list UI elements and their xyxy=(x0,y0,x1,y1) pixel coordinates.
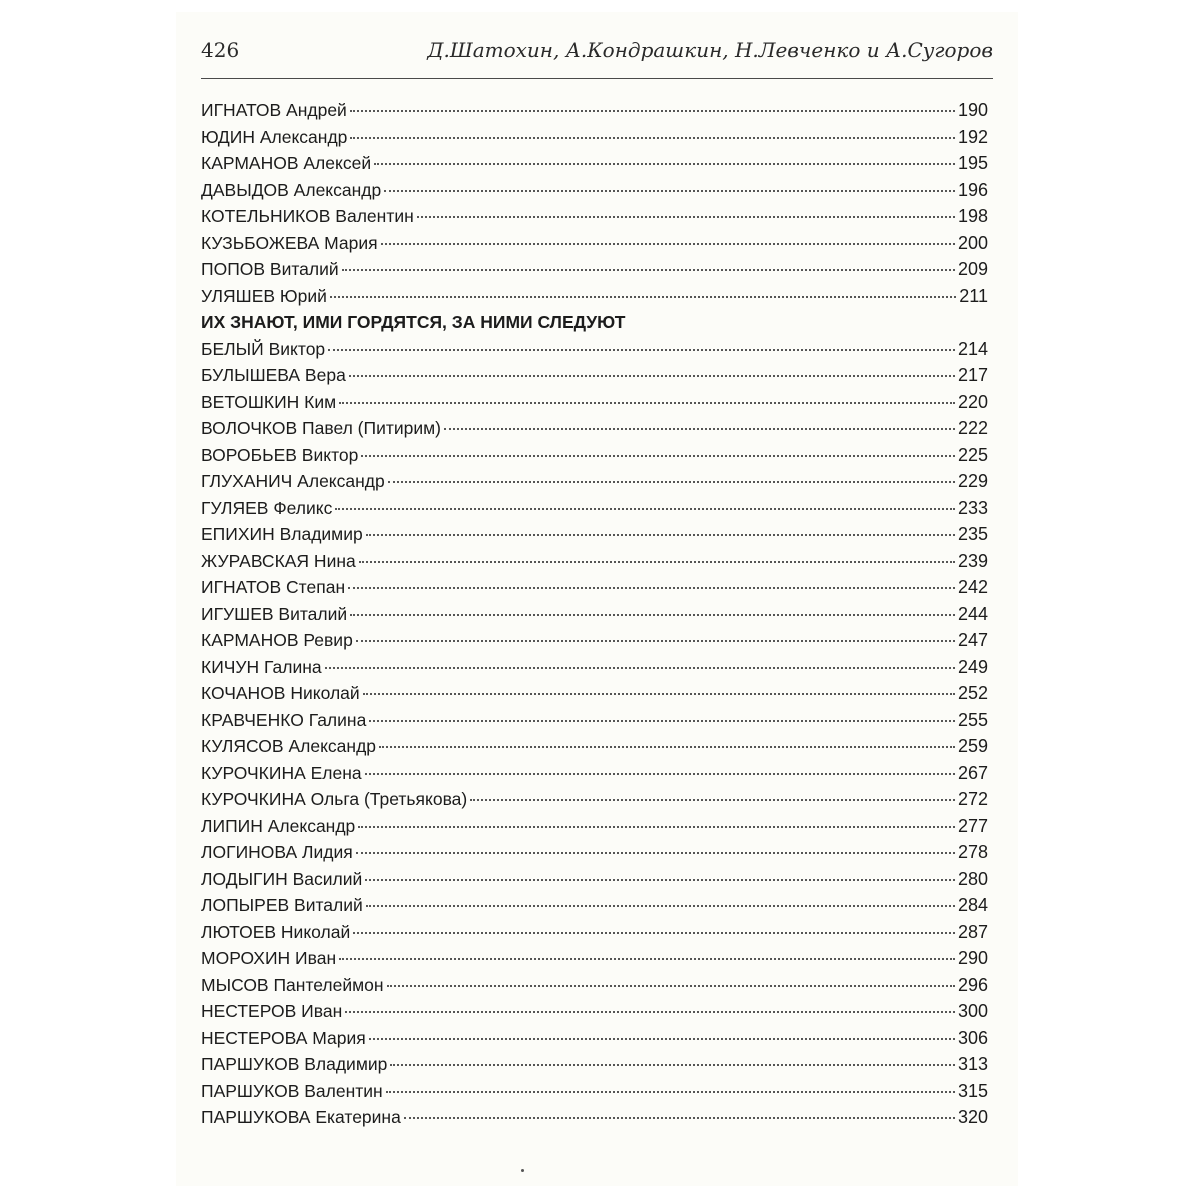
dot-leader xyxy=(390,1064,955,1066)
toc-entry xyxy=(201,283,988,310)
dot-leader xyxy=(365,879,955,881)
dot-leader xyxy=(330,296,956,298)
dot-leader xyxy=(369,720,955,722)
toc-entry xyxy=(201,733,988,760)
entry-name: КУРОЧКИНА Ольга (Третьякова) xyxy=(201,789,468,809)
dot-leader xyxy=(339,402,955,404)
entry-name: КОТЕЛЬНИКОВ Валентин xyxy=(201,206,414,226)
entry-page-number: 195 xyxy=(957,153,988,173)
entry-name: ЮДИН Александр xyxy=(201,126,348,147)
entry-name: ИГНАТОВ Андрей xyxy=(201,100,347,120)
dot-leader xyxy=(374,163,955,165)
page-number: 426 xyxy=(201,38,240,62)
toc-entry xyxy=(201,468,988,495)
entry-name: КУЛЯСОВ Александр xyxy=(201,736,377,756)
dot-leader xyxy=(361,455,955,457)
toc-entry xyxy=(201,1104,988,1131)
toc-entry xyxy=(201,972,988,999)
entry-page-number: 278 xyxy=(957,842,988,862)
entry-name: ПАРШУКОВА Екатерина xyxy=(201,1107,401,1127)
toc-entry xyxy=(201,548,988,575)
dot-leader xyxy=(342,269,955,271)
header-rule xyxy=(201,78,993,79)
entry-name: ЛОПЫРЕВ Виталий xyxy=(201,895,363,915)
toc-entry xyxy=(201,1051,988,1078)
entry-name: КАРМАНОВ Ревир xyxy=(201,630,353,650)
entry-name: ВОРОБЬЕВ Виктор xyxy=(201,444,359,465)
dot-leader xyxy=(335,508,955,510)
entry-page-number: 296 xyxy=(957,974,988,995)
dot-leader xyxy=(350,137,955,139)
entry-name: ЕПИХИН Владимир xyxy=(201,524,363,544)
dot-leader xyxy=(328,349,955,351)
entry-page-number: 247 xyxy=(957,630,988,650)
entry-name: ПАРШУКОВ Валентин xyxy=(201,1080,383,1101)
dot-leader xyxy=(339,958,955,960)
entry-page-number: 192 xyxy=(957,126,988,147)
entry-name: УЛЯШЕВ Юрий xyxy=(201,285,327,306)
toc-entry xyxy=(201,866,988,893)
dot-leader xyxy=(359,561,955,563)
dot-leader xyxy=(350,614,955,616)
print-speck xyxy=(521,1169,524,1172)
toc-entry xyxy=(201,1078,988,1105)
entry-name: КАРМАНОВ Алексей xyxy=(201,153,372,173)
toc-entry xyxy=(201,177,988,204)
dot-leader xyxy=(366,905,955,907)
toc-entry xyxy=(201,1025,988,1052)
entry-page-number: 217 xyxy=(957,365,988,385)
dot-leader xyxy=(417,216,955,218)
entry-page-number: 315 xyxy=(957,1080,988,1101)
entry-page-number: 300 xyxy=(957,1001,988,1021)
dot-leader xyxy=(356,640,955,642)
toc-entry xyxy=(201,919,988,946)
toc-entry xyxy=(201,998,988,1025)
dot-leader xyxy=(348,587,955,589)
dot-leader xyxy=(356,852,955,854)
dot-leader xyxy=(358,826,955,828)
toc-entry xyxy=(201,336,988,363)
entry-page-number: 290 xyxy=(957,948,988,968)
entry-name: МЫСОВ Пантелеймон xyxy=(201,974,384,995)
entry-page-number: 320 xyxy=(957,1107,988,1127)
dot-leader xyxy=(353,932,955,934)
entry-page-number: 280 xyxy=(957,868,988,889)
entry-name: КРАВЧЕНКО Галина xyxy=(201,709,367,730)
entry-page-number: 249 xyxy=(957,656,988,677)
entry-name: ПОПОВ Виталий xyxy=(201,259,339,279)
entry-page-number: 313 xyxy=(957,1054,988,1074)
toc-entry xyxy=(201,680,988,707)
entry-name: ЖУРАВСКАЯ Нина xyxy=(201,550,356,571)
dot-leader xyxy=(379,746,955,748)
toc-entry xyxy=(201,124,988,151)
dot-leader xyxy=(349,375,955,377)
toc-entry xyxy=(201,521,988,548)
toc-entry xyxy=(201,203,988,230)
entry-name: ИГНАТОВ Степан xyxy=(201,577,346,597)
entry-name: КУРОЧКИНА Елена xyxy=(201,762,362,783)
entry-page-number: 242 xyxy=(957,577,988,597)
dot-leader xyxy=(350,110,955,112)
entry-page-number: 196 xyxy=(957,179,988,200)
entry-name: ЛОГИНОВА Лидия xyxy=(201,842,353,862)
entry-page-number: 252 xyxy=(957,683,988,703)
entry-name: ЛЮТОЕВ Николай xyxy=(201,921,351,942)
toc-entry xyxy=(201,362,988,389)
toc-entry xyxy=(201,150,988,177)
entry-page-number: 211 xyxy=(959,285,988,306)
entry-page-number: 255 xyxy=(957,709,988,730)
table-of-contents xyxy=(201,97,988,1131)
entry-page-number: 225 xyxy=(957,444,988,465)
toc-entry xyxy=(201,574,988,601)
dot-leader xyxy=(384,190,955,192)
toc-entry xyxy=(201,389,988,416)
entry-page-number: 287 xyxy=(957,921,988,942)
toc-entry xyxy=(201,627,988,654)
toc-entry xyxy=(201,839,988,866)
entry-name: ДАВЫДОВ Александр xyxy=(201,179,382,200)
dot-leader xyxy=(369,1038,955,1040)
dot-leader xyxy=(444,428,955,430)
entry-name: ПАРШУКОВ Владимир xyxy=(201,1054,388,1074)
entry-name: МОРОХИН Иван xyxy=(201,948,337,968)
dot-leader xyxy=(363,693,955,695)
toc-entry xyxy=(201,707,988,734)
dot-leader xyxy=(365,773,955,775)
entry-page-number: 190 xyxy=(957,100,988,120)
toc-entry xyxy=(201,415,988,442)
entry-name: ЛОДЫГИН Василий xyxy=(201,868,363,889)
book-page xyxy=(176,12,1018,1186)
entry-page-number: 267 xyxy=(957,762,988,783)
toc-entry xyxy=(201,813,988,840)
toc-entry xyxy=(201,256,988,283)
toc-entry xyxy=(201,786,988,813)
entry-name: КИЧУН Галина xyxy=(201,656,322,677)
entry-name: КУЗЬБОЖЕВА Мария xyxy=(201,232,378,253)
entry-name: БЕЛЫЙ Виктор xyxy=(201,338,326,359)
dot-leader xyxy=(325,667,955,669)
entry-page-number: 284 xyxy=(957,895,988,915)
entry-page-number: 229 xyxy=(957,471,988,491)
entry-name: НЕСТЕРОВА Мария xyxy=(201,1027,366,1048)
entry-page-number: 214 xyxy=(957,338,988,359)
entry-name: БУЛЫШЕВА Вера xyxy=(201,365,346,385)
entry-page-number: 235 xyxy=(957,524,988,544)
entry-name: ЛИПИН Александр xyxy=(201,815,356,836)
entry-name: ВЕТОШКИН Ким xyxy=(201,391,337,412)
dot-leader xyxy=(404,1117,955,1119)
entry-page-number: 198 xyxy=(957,206,988,226)
entry-page-number: 233 xyxy=(957,497,988,518)
entry-name: ГЛУХАНИЧ Александр xyxy=(201,471,385,491)
entry-page-number: 209 xyxy=(957,259,988,279)
entry-page-number: 272 xyxy=(957,789,988,809)
entry-name: КОЧАНОВ Николай xyxy=(201,683,360,703)
section-heading: ИХ ЗНАЮТ, ИМИ ГОРДЯТСЯ, ЗА НИМИ СЛЕДУЮТ xyxy=(201,312,626,332)
toc-entry xyxy=(201,760,988,787)
entry-page-number: 277 xyxy=(957,815,988,836)
entry-name: ГУЛЯЕВ Феликс xyxy=(201,497,333,518)
entry-name: НЕСТЕРОВ Иван xyxy=(201,1001,343,1021)
dot-leader xyxy=(386,1091,955,1093)
toc-entry xyxy=(201,442,988,469)
dot-leader xyxy=(381,243,955,245)
dot-leader xyxy=(388,481,955,483)
dot-leader xyxy=(470,799,955,801)
entry-page-number: 239 xyxy=(957,550,988,571)
running-title: Д.Шатохин, А.Кондрашкин, Н.Левченко и А.Сугоров xyxy=(427,38,993,62)
entry-name: ВОЛОЧКОВ Павел (Питирим) xyxy=(201,418,442,438)
entry-page-number: 220 xyxy=(957,391,988,412)
toc-entry xyxy=(201,495,988,522)
toc-entry xyxy=(201,601,988,628)
toc-entry xyxy=(201,97,988,124)
entry-name: ИГУШЕВ Виталий xyxy=(201,603,348,624)
dot-leader xyxy=(366,534,955,536)
entry-page-number: 259 xyxy=(957,736,988,756)
entry-page-number: 306 xyxy=(957,1027,988,1048)
entry-page-number: 200 xyxy=(957,232,988,253)
dot-leader xyxy=(387,985,955,987)
page-header xyxy=(201,38,993,78)
entry-page-number: 222 xyxy=(957,418,988,438)
toc-entry xyxy=(201,654,988,681)
toc-entry xyxy=(201,892,988,919)
entry-page-number: 244 xyxy=(957,603,988,624)
dot-leader xyxy=(345,1011,955,1013)
toc-entry xyxy=(201,945,988,972)
toc-entry xyxy=(201,230,988,257)
